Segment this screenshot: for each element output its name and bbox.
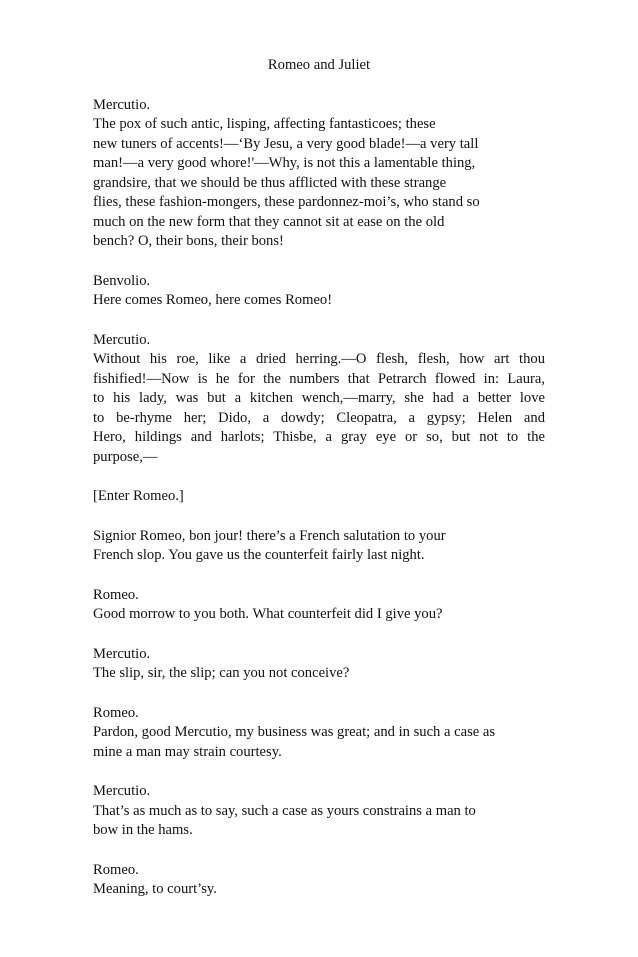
speech-line: Pardon, good Mercutio, my business was great; and in such a case as (93, 724, 496, 740)
speech-line: to his lady, was but a kitchen wench,—marry, she had a better love (93, 390, 545, 406)
speaker-name: Mercutio. (93, 783, 151, 799)
speech-romeo-3 (93, 861, 545, 900)
speaker-name: Romeo. (93, 861, 139, 878)
speech-line: Good morrow to you both. What counterfeit did I give you? (93, 606, 443, 622)
speaker-name: Mercutio. (93, 331, 151, 348)
speech-romeo-1 (93, 586, 545, 625)
speech-line: to be-rhyme her; Dido, a dowdy; Cleopatra, a gypsy; Helen and (93, 409, 545, 426)
speech-line: Without his roe, like a dried herring.—O flesh, flesh, how art thou (93, 351, 545, 367)
speech-line: Here comes Romeo, here comes Romeo! (93, 292, 333, 308)
speech-line: The pox of such antic, lisping, affecting fantasticoes; these (93, 116, 436, 132)
speech-line: Signior Romeo, bon jour! there’s a French salutation to your (93, 527, 446, 544)
speech-line: flies, these fashion-mongers, these pardonnez-moi’s, who stand so (93, 194, 480, 210)
speaker-name: Romeo. (93, 704, 139, 721)
speech-line: fishified!—Now is he for the numbers that Petrarch flowed in: Laura, (93, 370, 545, 387)
speech-line: new tuners of accents!—‘By Jesu, a very good blade!—a very tall (93, 135, 479, 152)
speech-romeo-2 (93, 704, 545, 763)
stage-direction (93, 487, 545, 507)
speech-mercutio-3 (93, 527, 545, 566)
speech-mercutio-5 (93, 782, 545, 841)
speech-line: French slop. You gave us the counterfeit fairly last night. (93, 547, 425, 563)
speaker-name: Romeo. (93, 586, 139, 603)
speech-line: bench? O, their bons, their bons! (93, 233, 284, 249)
speech-mercutio-1 (93, 96, 545, 252)
speech-line: grandsire, that we should be thus afflicted with these strange (93, 174, 447, 191)
speech-line: mine a man may strain courtesy. (93, 743, 282, 760)
speech-line: bow in the hams. (93, 822, 193, 838)
speech-mercutio-4 (93, 645, 545, 684)
speech-line: That’s as much as to say, such a case as yours constrains a man to (93, 802, 476, 819)
speaker-name: Mercutio. (93, 96, 151, 113)
speech-line: The slip, sir, the slip; can you not conceive? (93, 665, 350, 681)
page-title: Romeo and Juliet (267, 57, 371, 73)
speech-line: Meaning, to court’sy. (93, 881, 217, 897)
stage-direction-text: [Enter Romeo.] (93, 488, 184, 504)
speech-line: man!—a very good whore!'—Why, is not this a lamentable thing, (93, 155, 476, 171)
speech-line: much on the new form that they cannot sit at ease on the old (93, 213, 445, 230)
speaker-name: Mercutio. (93, 645, 151, 662)
speech-mercutio-2 (93, 331, 545, 468)
speaker-name: Benvolio. (93, 272, 151, 289)
speech-line: purpose,— (93, 448, 158, 465)
speech-line: Hero, hildings and harlots; Thisbe, a gray eye or so, but not to the (93, 429, 545, 445)
speech-benvolio (93, 272, 545, 311)
